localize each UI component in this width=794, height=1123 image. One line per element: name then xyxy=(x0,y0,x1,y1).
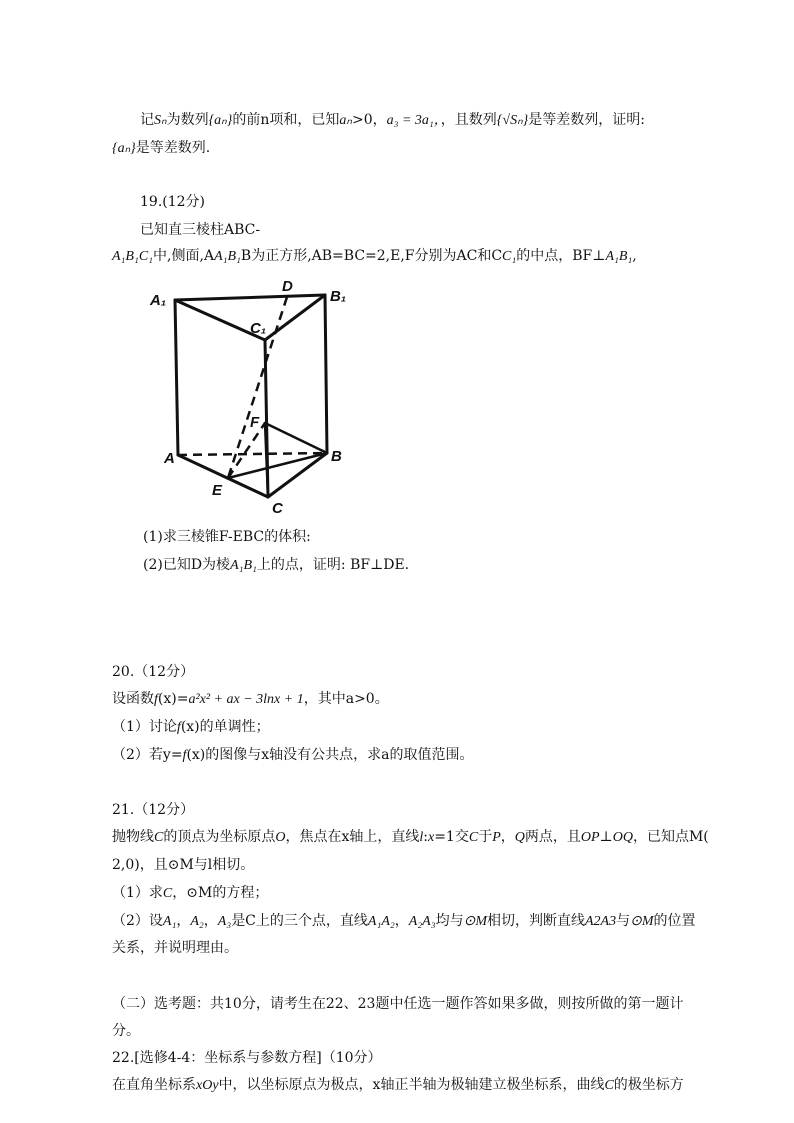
optional-line-2: 分。 xyxy=(112,1023,140,1039)
label-b: B xyxy=(331,448,342,465)
optional-line-1: （二）选考题：共10分，请考生在22、23题中任选一题作答如果多做，则按所做的第一题计 xyxy=(112,996,684,1012)
label-c1: C₁ xyxy=(250,320,267,337)
math-an: aₙ xyxy=(339,113,352,128)
q20-line-1: 设函数f(x)=a²x² + ax − 3lnx + 1，其中a>0。 xyxy=(112,691,389,707)
math-sn: Sₙ xyxy=(154,113,167,128)
q20-part-2: （2）若y=f(x)的图像与x轴没有公共点，求a的取值范围。 xyxy=(112,747,474,763)
label-f: F xyxy=(250,414,260,431)
edge-b-b1 xyxy=(325,295,327,453)
label-a: A xyxy=(164,450,175,467)
q19-part-2: (2)已知D为棱A₁B₁上的点，证明: BF⊥DE. xyxy=(143,557,410,573)
q20-part-1: （1）讨论f(x)的单调性； xyxy=(112,719,270,735)
q19-header: 19.(12分) xyxy=(140,194,206,210)
q21-line-1: 抛物线C的顶点为坐标原点O，焦点在x轴上，直线l:x=1交C于P，Q两点，且OP⊥OQ，已知点M( xyxy=(112,829,709,845)
edge-a1-b1 xyxy=(175,295,325,300)
label-c: C xyxy=(272,500,283,515)
q18-line-2: {aₙ}是等差数列. xyxy=(112,140,211,156)
q20-header: 20.（12分） xyxy=(112,664,195,680)
q19-intro-2: A₁B₁C₁中,侧面,AA₁B₁B为正方形,AB=BC=2,E,F分别为AC和CC₁的中点，BF⊥A₁B₁, xyxy=(112,248,637,264)
q19-intro-1: 已知直三棱柱ABC- xyxy=(140,222,261,238)
label-b1: B₁ xyxy=(330,288,347,305)
edge-f-b xyxy=(265,423,327,453)
math-a3-eq: a₃ = 3a₁， xyxy=(386,113,441,128)
math-sqrt-sn: {√Sₙ} xyxy=(496,113,529,128)
math-an-set: {aₙ} xyxy=(208,113,233,128)
q21-part-1: （1）求C，⊙M的方程； xyxy=(112,885,269,901)
q21-line-2: 2,0)，且⊙M与l相切。 xyxy=(112,857,255,873)
q22-line-1: 在直角坐标系xOy中，以坐标原点为极点，x轴正半轴为极轴建立极坐标系，曲线C的极坐标方 xyxy=(112,1077,684,1093)
q19-part-1: (1)求三棱锥F-EBC的体积: xyxy=(143,529,311,545)
math-an-set: {aₙ} xyxy=(112,141,136,156)
label-d: D xyxy=(282,278,293,295)
label-e: E xyxy=(212,482,223,499)
edge-e-c xyxy=(228,478,268,497)
edge-a-a1 xyxy=(175,300,178,455)
prism-figure xyxy=(140,275,370,515)
edge-a-b-hidden xyxy=(178,453,327,455)
q21-part-2-line-1: （2）设A₁，A₂，A₃是C上的三个点，直线A₁A₂，A₂A₃均与⊙M相切，判断直线A2A3与⊙M的位置 xyxy=(112,913,696,929)
math-function-expr: a²x² + ax − 3lnx + 1 xyxy=(188,692,304,707)
q21-part-2-line-2: 关系，并说明理由。 xyxy=(112,940,238,956)
q22-header: 22.[选修4-4：坐标系与参数方程]（10分） xyxy=(112,1050,382,1066)
q18-line-1: 记Sₙ为数列{aₙ}的前n项和，已知aₙ>0，a₃ = 3a₁，，且数列{√Sₙ}是等差数列，证明: xyxy=(140,112,645,128)
q21-header: 21.（12分） xyxy=(112,802,195,818)
label-a1: A₁ xyxy=(150,292,167,309)
